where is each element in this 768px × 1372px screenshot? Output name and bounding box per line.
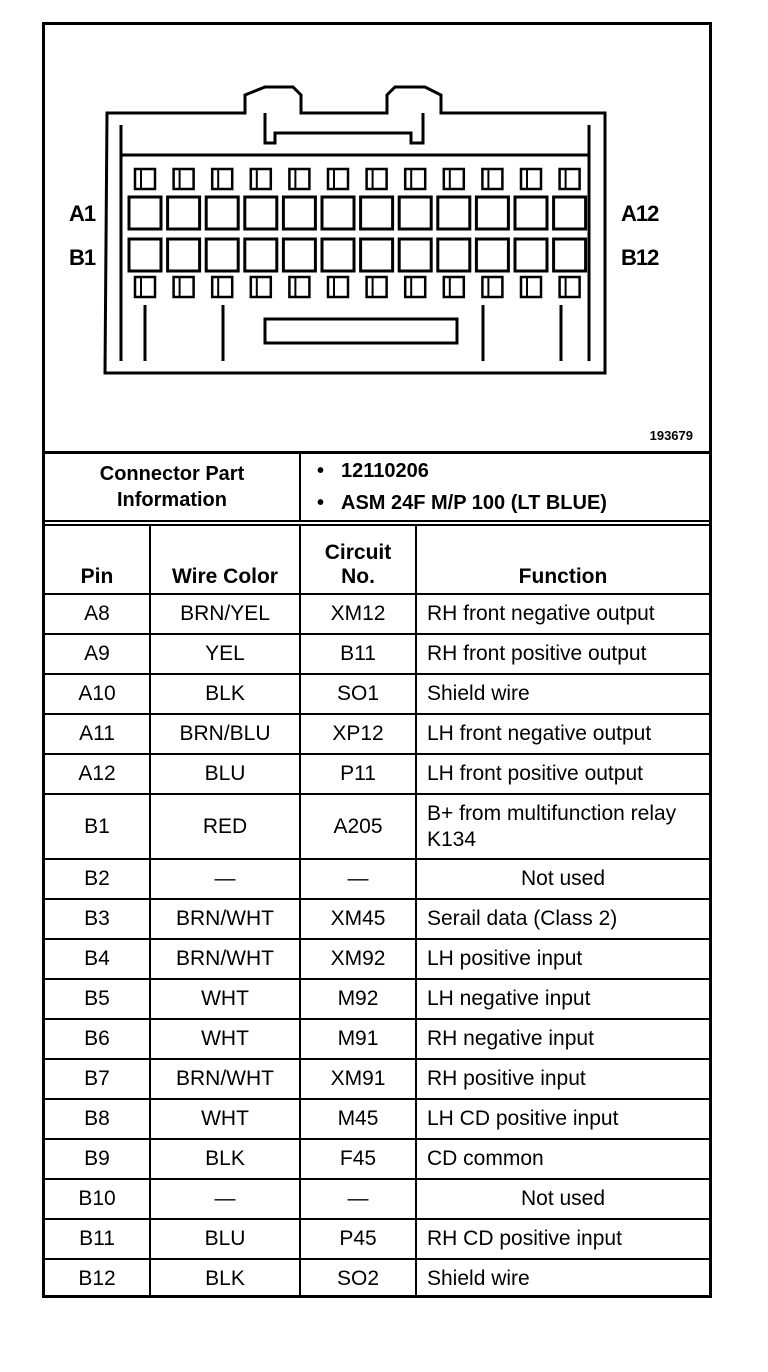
cavity-latch-a3: [212, 169, 232, 189]
cavity-latch-b7: [367, 277, 387, 297]
cavity-latch-b6: [328, 277, 348, 297]
cavity-b3: [206, 239, 238, 271]
cell-function: CD common: [416, 1139, 709, 1179]
cavity-a8: [399, 197, 431, 229]
cell-circuit-no: M45: [300, 1099, 416, 1139]
cell-circuit-no: XM12: [300, 594, 416, 634]
cavity-latch-b10: [482, 277, 502, 297]
cell-pin: A10: [45, 674, 150, 714]
cavity-b6: [322, 239, 354, 271]
cell-pin: A8: [45, 594, 150, 634]
table-row: [45, 1179, 709, 1219]
cell-wire-color: WHT: [150, 1019, 300, 1059]
cell-pin: B11: [45, 1219, 150, 1259]
header-wire-color: Wire Color: [150, 525, 300, 594]
cell-function: Serail data (Class 2): [416, 899, 709, 939]
cell-pin: B10: [45, 1179, 150, 1219]
header-circuit-line1: Circuit: [324, 541, 392, 564]
latch: [265, 113, 423, 143]
connector-part-details: [300, 454, 709, 521]
cell-wire-color: YEL: [150, 634, 300, 674]
cavity-b11: [515, 239, 547, 271]
cell-circuit-no: P45: [300, 1219, 416, 1259]
cell-pin: B7: [45, 1059, 150, 1099]
header-function: Function: [416, 525, 709, 594]
cell-function: LH front negative output: [416, 714, 709, 754]
label-b12: B12: [621, 245, 659, 270]
cell-wire-color: BRN/BLU: [150, 714, 300, 754]
table-row: [45, 1059, 709, 1099]
cavity-latch-a8: [405, 169, 425, 189]
cell-function: Shield wire: [416, 1259, 709, 1298]
cavity-b5: [283, 239, 315, 271]
cavity-b9: [438, 239, 470, 271]
table-row: [45, 754, 709, 794]
cavity-latch-a1: [135, 169, 155, 189]
cell-function: B+ from multifunction relay K134: [416, 794, 709, 859]
cavity-b7: [361, 239, 393, 271]
cavity-latch-b9: [444, 277, 464, 297]
connector-part-heading-line1: Connector Part: [99, 463, 245, 485]
cell-circuit-no: XM91: [300, 1059, 416, 1099]
cavity-latch-b4: [251, 277, 271, 297]
cell-function: RH front negative output: [416, 594, 709, 634]
pinout-header-row: [45, 525, 709, 594]
cavity-latch-a7: [367, 169, 387, 189]
cell-wire-color: BLK: [150, 1259, 300, 1298]
header-pin: Pin: [45, 525, 150, 594]
part-number: • 12110206: [341, 455, 709, 487]
cavity-b1: [129, 239, 161, 271]
cell-wire-color: BLU: [150, 754, 300, 794]
header-circuit-no: [300, 525, 416, 594]
cell-circuit-no: A205: [300, 794, 416, 859]
cell-pin: B8: [45, 1099, 150, 1139]
cavity-b10: [476, 239, 508, 271]
cell-wire-color: WHT: [150, 979, 300, 1019]
cell-circuit-no: —: [300, 1179, 416, 1219]
pinout-table: [45, 524, 709, 1298]
cell-pin: A11: [45, 714, 150, 754]
table-row: [45, 794, 709, 859]
table-row: [45, 1099, 709, 1139]
cavity-b2: [168, 239, 200, 271]
connector-part-info: [45, 454, 709, 522]
table-row: [45, 1259, 709, 1298]
cell-wire-color: BRN/WHT: [150, 899, 300, 939]
cavity-a7: [361, 197, 393, 229]
cell-pin: B3: [45, 899, 150, 939]
cell-function: LH front positive output: [416, 754, 709, 794]
cavity-latch-b3: [212, 277, 232, 297]
table-row: [45, 1139, 709, 1179]
cell-function: RH CD positive input: [416, 1219, 709, 1259]
cell-pin: B4: [45, 939, 150, 979]
cell-function: Shield wire: [416, 674, 709, 714]
cell-pin: B5: [45, 979, 150, 1019]
label-b1: B1: [69, 245, 96, 270]
cavity-latch-b2: [174, 277, 194, 297]
key-slot: [265, 319, 457, 343]
cell-pin: B1: [45, 794, 150, 859]
cell-function: LH positive input: [416, 939, 709, 979]
table-row: [45, 979, 709, 1019]
cavity-a11: [515, 197, 547, 229]
figure-number: 193679: [649, 428, 693, 443]
cell-pin: A12: [45, 754, 150, 794]
cavity-latch-a12: [560, 169, 580, 189]
cell-pin: B12: [45, 1259, 150, 1298]
cell-circuit-no: P11: [300, 754, 416, 794]
cavity-a6: [322, 197, 354, 229]
label-a12: A12: [621, 201, 659, 226]
cell-wire-color: WHT: [150, 1099, 300, 1139]
cell-pin: A9: [45, 634, 150, 674]
cell-wire-color: RED: [150, 794, 300, 859]
cavity-a2: [168, 197, 200, 229]
cavity-a12: [554, 197, 586, 229]
label-a1: A1: [69, 201, 96, 226]
connector-face-drawing: [45, 25, 709, 451]
cavity-latch-b5: [289, 277, 309, 297]
cavity-latch-a2: [174, 169, 194, 189]
cell-wire-color: BLK: [150, 1139, 300, 1179]
cavity-a4: [245, 197, 277, 229]
cell-function: LH CD positive input: [416, 1099, 709, 1139]
cell-circuit-no: B11: [300, 634, 416, 674]
cell-circuit-no: XP12: [300, 714, 416, 754]
cavity-b8: [399, 239, 431, 271]
cell-circuit-no: M91: [300, 1019, 416, 1059]
bottom-channel-left: [145, 305, 223, 361]
cavity-latch-a5: [289, 169, 309, 189]
cell-circuit-no: SO2: [300, 1259, 416, 1298]
cell-circuit-no: XM92: [300, 939, 416, 979]
cell-wire-color: BLU: [150, 1219, 300, 1259]
cell-pin: B2: [45, 859, 150, 899]
cell-function: Not used: [416, 859, 709, 899]
cavity-latch-b8: [405, 277, 425, 297]
cell-pin: B6: [45, 1019, 150, 1059]
cell-wire-color: BRN/YEL: [150, 594, 300, 634]
cavity-a1: [129, 197, 161, 229]
cell-function: RH positive input: [416, 1059, 709, 1099]
cavity-a9: [438, 197, 470, 229]
cavity-latch-a10: [482, 169, 502, 189]
cell-circuit-no: M92: [300, 979, 416, 1019]
cavity-a3: [206, 197, 238, 229]
cavity-a10: [476, 197, 508, 229]
cavity-latch-b11: [521, 277, 541, 297]
connector-sheet: [42, 22, 712, 1298]
cell-circuit-no: F45: [300, 1139, 416, 1179]
bottom-channel-right: [483, 305, 561, 361]
connector-part-heading-line2: Information: [117, 489, 227, 511]
cavity-latch-a4: [251, 169, 271, 189]
cavity-latch-b1: [135, 277, 155, 297]
cell-wire-color: —: [150, 1179, 300, 1219]
cavity-latch-a11: [521, 169, 541, 189]
cavity-b4: [245, 239, 277, 271]
cell-circuit-no: SO1: [300, 674, 416, 714]
table-row: [45, 714, 709, 754]
cavity-latch-b12: [560, 277, 580, 297]
header-circuit-line2: No.: [341, 565, 375, 588]
cell-function: RH front positive output: [416, 634, 709, 674]
table-row: [45, 1219, 709, 1259]
connector-part-heading: [45, 454, 300, 521]
part-description: • ASM 24F M/P 100 (LT BLUE): [341, 487, 709, 519]
table-row: [45, 859, 709, 899]
cell-wire-color: —: [150, 859, 300, 899]
cell-wire-color: BLK: [150, 674, 300, 714]
cell-circuit-no: —: [300, 859, 416, 899]
cavity-latch-a6: [328, 169, 348, 189]
table-row: [45, 634, 709, 674]
cavity-latch-a9: [444, 169, 464, 189]
cell-wire-color: BRN/WHT: [150, 1059, 300, 1099]
cell-function: Not used: [416, 1179, 709, 1219]
cell-function: RH negative input: [416, 1019, 709, 1059]
table-row: [45, 939, 709, 979]
cell-circuit-no: XM45: [300, 899, 416, 939]
cell-function: LH negative input: [416, 979, 709, 1019]
table-row: [45, 674, 709, 714]
cell-wire-color: BRN/WHT: [150, 939, 300, 979]
connector-diagram: [45, 25, 709, 454]
table-row: [45, 594, 709, 634]
table-row: [45, 899, 709, 939]
cavity-b12: [554, 239, 586, 271]
cell-pin: B9: [45, 1139, 150, 1179]
cavity-a5: [283, 197, 315, 229]
table-row: [45, 1019, 709, 1059]
